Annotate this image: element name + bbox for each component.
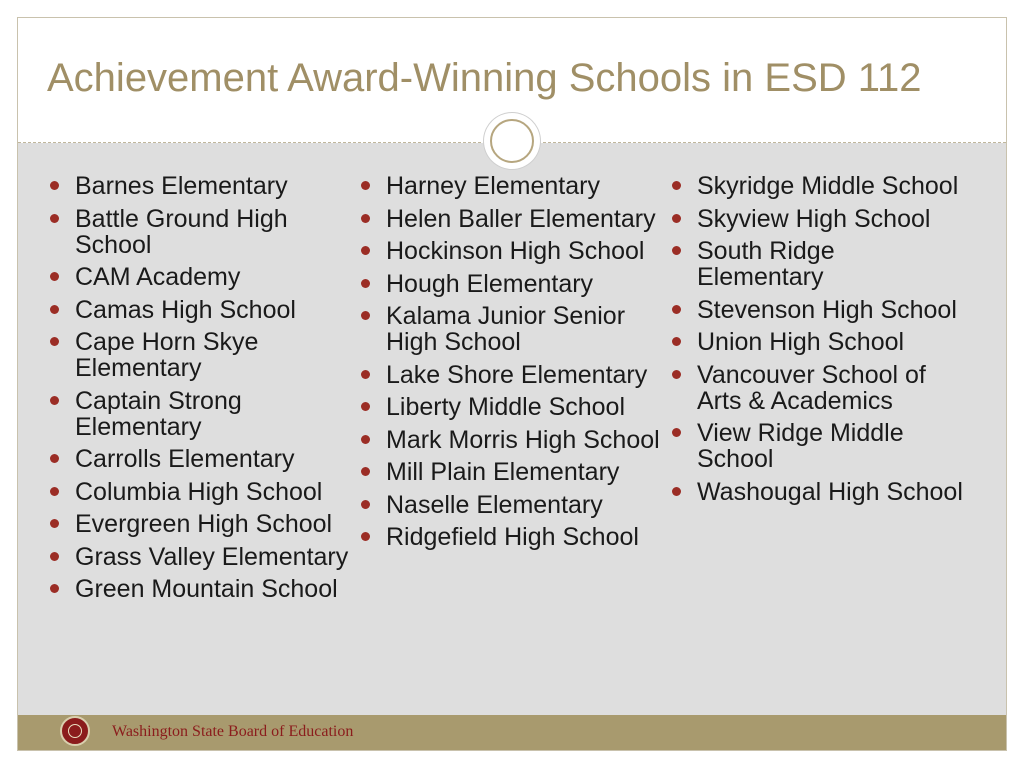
list-item	[667, 420, 967, 472]
school-name: Kalama Junior Senior High School	[386, 302, 626, 356]
slide-title: Achievement Award-Winning Schools in ESD 112	[47, 56, 922, 100]
circle-ornament-inner	[490, 119, 534, 163]
school-name: Lake Shore Elementary	[386, 360, 648, 389]
list-item	[667, 362, 967, 414]
list-item	[45, 479, 360, 505]
school-name: Carrolls Elementary	[75, 445, 295, 473]
list-item	[45, 329, 360, 381]
list-item	[45, 511, 360, 537]
bullet-icon	[672, 181, 681, 190]
school-list-column-2	[356, 173, 666, 557]
school-name: Captain Strong Elementary	[75, 386, 242, 441]
bullet-icon	[672, 305, 681, 314]
list-item	[356, 394, 666, 420]
bullet-icon	[50, 337, 59, 346]
list-item	[667, 329, 967, 355]
school-name: Battle Ground High School	[75, 204, 288, 259]
list-item	[667, 173, 967, 199]
state-seal-icon	[60, 716, 90, 746]
school-name: Hockinson High School	[386, 237, 645, 265]
school-name: Mill Plain Elementary	[386, 458, 620, 486]
list-item	[356, 238, 666, 264]
school-name: Green Mountain School	[75, 575, 338, 603]
bullet-icon	[50, 396, 59, 405]
school-name: Grass Valley Elementary	[75, 542, 349, 571]
bullet-icon	[672, 214, 681, 223]
list-item	[45, 173, 360, 199]
list-item	[667, 238, 967, 290]
school-name: Liberty Middle School	[386, 393, 626, 421]
list-item	[45, 297, 360, 323]
school-name: Skyview High School	[697, 204, 931, 233]
bullet-icon	[361, 311, 370, 320]
list-item	[356, 206, 666, 232]
school-name: Barnes Elementary	[75, 172, 288, 200]
school-name: Hough Elementary	[386, 269, 594, 298]
bullet-icon	[50, 487, 59, 496]
bullet-icon	[361, 279, 370, 288]
list-item	[356, 362, 666, 388]
bullet-icon	[361, 532, 370, 541]
bullet-icon	[361, 246, 370, 255]
bullet-icon	[361, 214, 370, 223]
bullet-icon	[361, 402, 370, 411]
bullet-icon	[361, 181, 370, 190]
bullet-icon	[672, 337, 681, 346]
bullet-icon	[50, 272, 59, 281]
bullet-icon	[50, 552, 59, 561]
school-list-column-3	[667, 173, 967, 511]
list-item	[356, 492, 666, 518]
school-name: Camas High School	[75, 295, 296, 324]
list-item	[667, 206, 967, 232]
bullet-icon	[50, 584, 59, 593]
bullet-icon	[361, 370, 370, 379]
school-name: Harney Elementary	[386, 172, 600, 200]
list-item	[45, 206, 360, 258]
bullet-icon	[672, 370, 681, 379]
school-name: Evergreen High School	[75, 510, 333, 538]
school-name: Skyridge Middle School	[697, 172, 959, 200]
school-name: Union High School	[697, 328, 905, 356]
footer-organization: Washington State Board of Education	[112, 723, 354, 740]
list-item	[45, 388, 360, 440]
bullet-icon	[50, 181, 59, 190]
bullet-icon	[672, 487, 681, 496]
bullet-icon	[50, 305, 59, 314]
school-name: Vancouver School of Arts & Academics	[697, 360, 926, 415]
bullet-icon	[50, 214, 59, 223]
school-name: CAM Academy	[75, 263, 241, 291]
list-item	[667, 479, 967, 505]
list-item	[356, 303, 666, 355]
school-name: South Ridge Elementary	[697, 237, 835, 291]
school-name: Stevenson High School	[697, 295, 957, 324]
list-item	[356, 173, 666, 199]
list-item	[667, 297, 967, 323]
school-name: Columbia High School	[75, 477, 323, 506]
school-name: Washougal High School	[697, 477, 963, 506]
bullet-icon	[361, 467, 370, 476]
school-name: Helen Baller Elementary	[386, 204, 656, 233]
list-item	[45, 264, 360, 290]
list-item	[45, 576, 360, 602]
list-item	[356, 271, 666, 297]
school-name: Naselle Elementary	[386, 490, 603, 519]
bullet-icon	[50, 519, 59, 528]
list-item	[356, 524, 666, 550]
bullet-icon	[672, 428, 681, 437]
list-item	[356, 427, 666, 453]
bullet-icon	[361, 500, 370, 509]
bullet-icon	[50, 454, 59, 463]
bullet-icon	[672, 246, 681, 255]
school-list-column-1	[45, 173, 360, 609]
list-item	[356, 459, 666, 485]
school-name: Cape Horn Skye Elementary	[75, 328, 259, 382]
school-name: Mark Morris High School	[386, 425, 660, 454]
list-item	[45, 446, 360, 472]
school-name: View Ridge Middle School	[697, 419, 904, 473]
list-item	[45, 544, 360, 570]
bullet-icon	[361, 435, 370, 444]
school-name: Ridgefield High School	[386, 523, 639, 551]
